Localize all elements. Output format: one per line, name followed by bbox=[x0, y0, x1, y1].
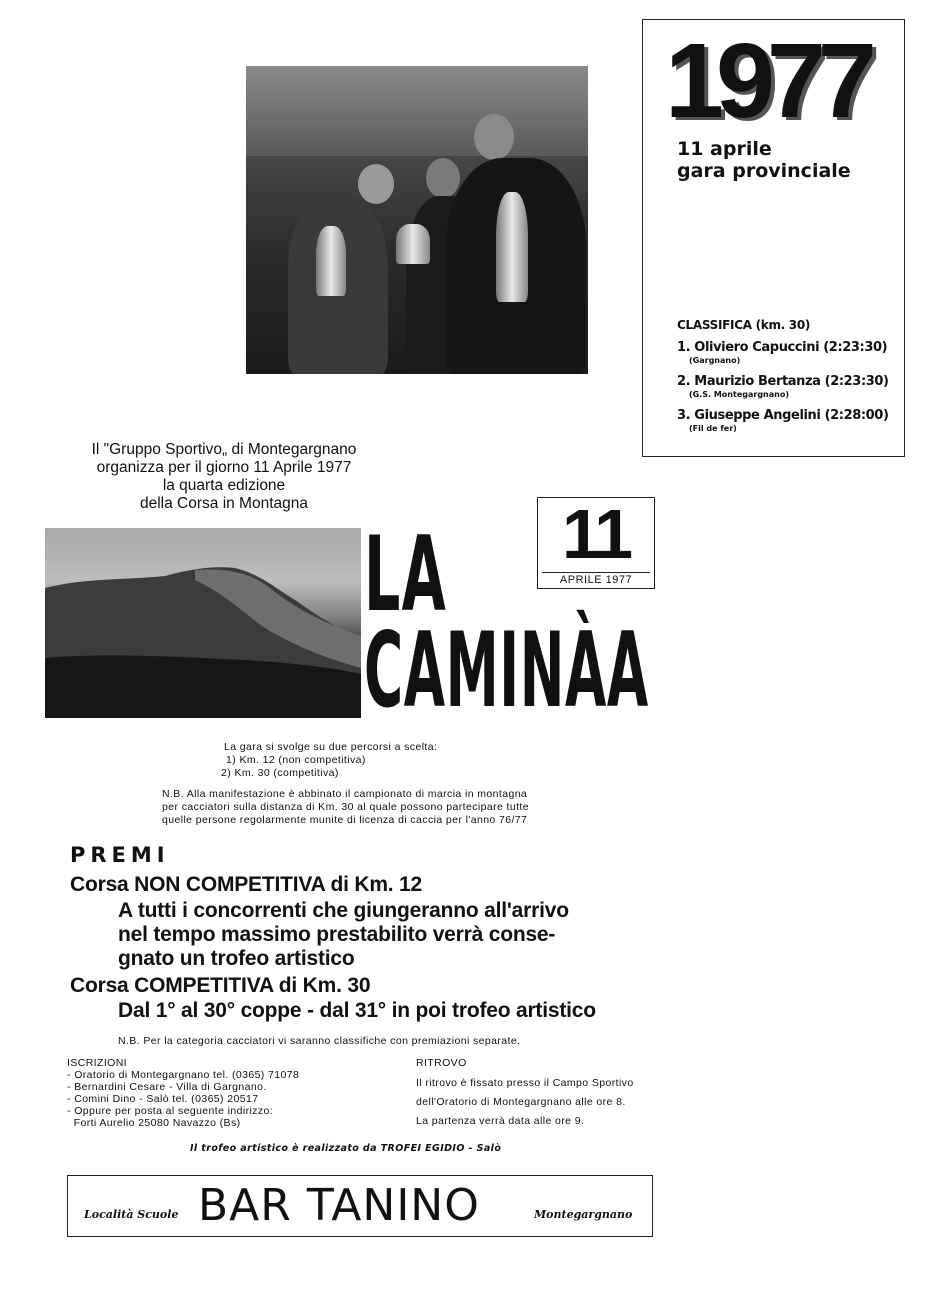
result-item bbox=[677, 370, 889, 399]
ritrovo-line: Il ritrovo è fissato presso il Campo Sportivo bbox=[416, 1077, 634, 1089]
date-month: APRILE 1977 bbox=[559, 574, 633, 586]
result-item bbox=[677, 336, 887, 365]
panel-event: gara provinciale bbox=[677, 160, 851, 182]
ritrovo-line: dell'Oratorio di Montegargnano alle ore 8. bbox=[416, 1096, 626, 1108]
bar-location: Località Scuole bbox=[84, 1208, 179, 1221]
trofeo-credit: Il trofeo artistico è realizzato da TROFEI EGIDIO - Salò bbox=[190, 1143, 502, 1154]
iscrizioni-line: - Comini Dino - Salò tel. (0365) 20517 bbox=[67, 1093, 259, 1105]
non-competitive-line: nel tempo massimo prestabilito verrà conse- bbox=[118, 923, 556, 946]
route-item: 1) Km. 12 (non competitiva) bbox=[226, 754, 366, 766]
result-club: (Fil de fer) bbox=[689, 424, 737, 433]
intro-line: organizza per il giorno 11 Aprile 1977 bbox=[96, 459, 352, 476]
date-day: 11 bbox=[562, 495, 630, 573]
nb-line: quelle persone regolarmente munite di licenza di caccia per l'anno 76/77 bbox=[162, 814, 528, 826]
result-text: 2. Maurizio Bertanza (2:23:30) bbox=[677, 374, 889, 389]
result-club: (Gargnano) bbox=[689, 356, 741, 365]
mountain-photo bbox=[45, 528, 361, 718]
title-line-1: LA bbox=[364, 515, 447, 635]
result-club: (G.S. Montegargnano) bbox=[689, 390, 789, 399]
winners-photo bbox=[246, 66, 588, 374]
ritrovo-line: La partenza verrà data alle ore 9. bbox=[416, 1115, 585, 1127]
classifica-title: CLASSIFICA (km. 30) bbox=[677, 318, 811, 332]
competitive-line: Dal 1° al 30° coppe - dal 31° in poi trofeo artistico bbox=[118, 999, 596, 1022]
nb-cacciatori: N.B. Per la categoria cacciatori vi saranno classifiche con premiazioni separate. bbox=[118, 1035, 521, 1047]
intro-line: Il "Gruppo Sportivo„ di Montegargnano bbox=[91, 441, 357, 458]
result-item bbox=[677, 404, 889, 433]
iscrizioni-line: - Bernardini Cesare - Villa di Gargnano. bbox=[67, 1081, 267, 1093]
title-line-2: CAMINÀA bbox=[364, 611, 649, 731]
nb-line: N.B. Alla manifestazione è abbinato il campionato di marcia in montagna bbox=[162, 788, 528, 800]
non-competitive-line: A tutti i concorrenti che giungeranno all'arrivo bbox=[118, 899, 569, 922]
competitive-title: Corsa COMPETITIVA di Km. 30 bbox=[70, 974, 371, 997]
non-competitive-line: gnato un trofeo artistico bbox=[118, 947, 355, 970]
iscrizioni-line: - Oratorio di Montegargnano tel. (0365) 71078 bbox=[67, 1069, 300, 1081]
iscrizioni-line: Forti Aurelio 25080 Navazzo (Bs) bbox=[67, 1117, 241, 1129]
iscrizioni-title: ISCRIZIONI bbox=[67, 1057, 128, 1069]
intro-line: la quarta edizione bbox=[162, 477, 286, 494]
bar-name: BAR TANINO bbox=[198, 1180, 480, 1231]
result-panel bbox=[642, 19, 905, 457]
ritrovo-title: RITROVO bbox=[416, 1057, 467, 1069]
iscrizioni-line: - Oppure per posta al seguente indirizzo: bbox=[67, 1105, 274, 1117]
premi-title: PREMI bbox=[70, 843, 170, 867]
bar-town: Montegargnano bbox=[534, 1208, 633, 1221]
route-intro: La gara si svolge su due percorsi a scelta: bbox=[224, 741, 438, 753]
non-competitive-title: Corsa NON COMPETITIVA di Km. 12 bbox=[70, 873, 423, 896]
route-item: 2) Km. 30 (competitiva) bbox=[221, 767, 339, 779]
bar-tanino-ad bbox=[67, 1175, 653, 1237]
panel-year: 1977 bbox=[665, 22, 869, 140]
date-box bbox=[537, 497, 655, 589]
result-text: 3. Giuseppe Angelini (2:28:00) bbox=[677, 408, 889, 423]
result-text: 1. Oliviero Capuccini (2:23:30) bbox=[677, 340, 888, 355]
intro-line: della Corsa in Montagna bbox=[139, 495, 309, 512]
panel-date: 11 aprile bbox=[677, 138, 772, 160]
nb-line: per cacciatori sulla distanza di Km. 30 al quale possono partecipare tutte bbox=[162, 801, 529, 813]
